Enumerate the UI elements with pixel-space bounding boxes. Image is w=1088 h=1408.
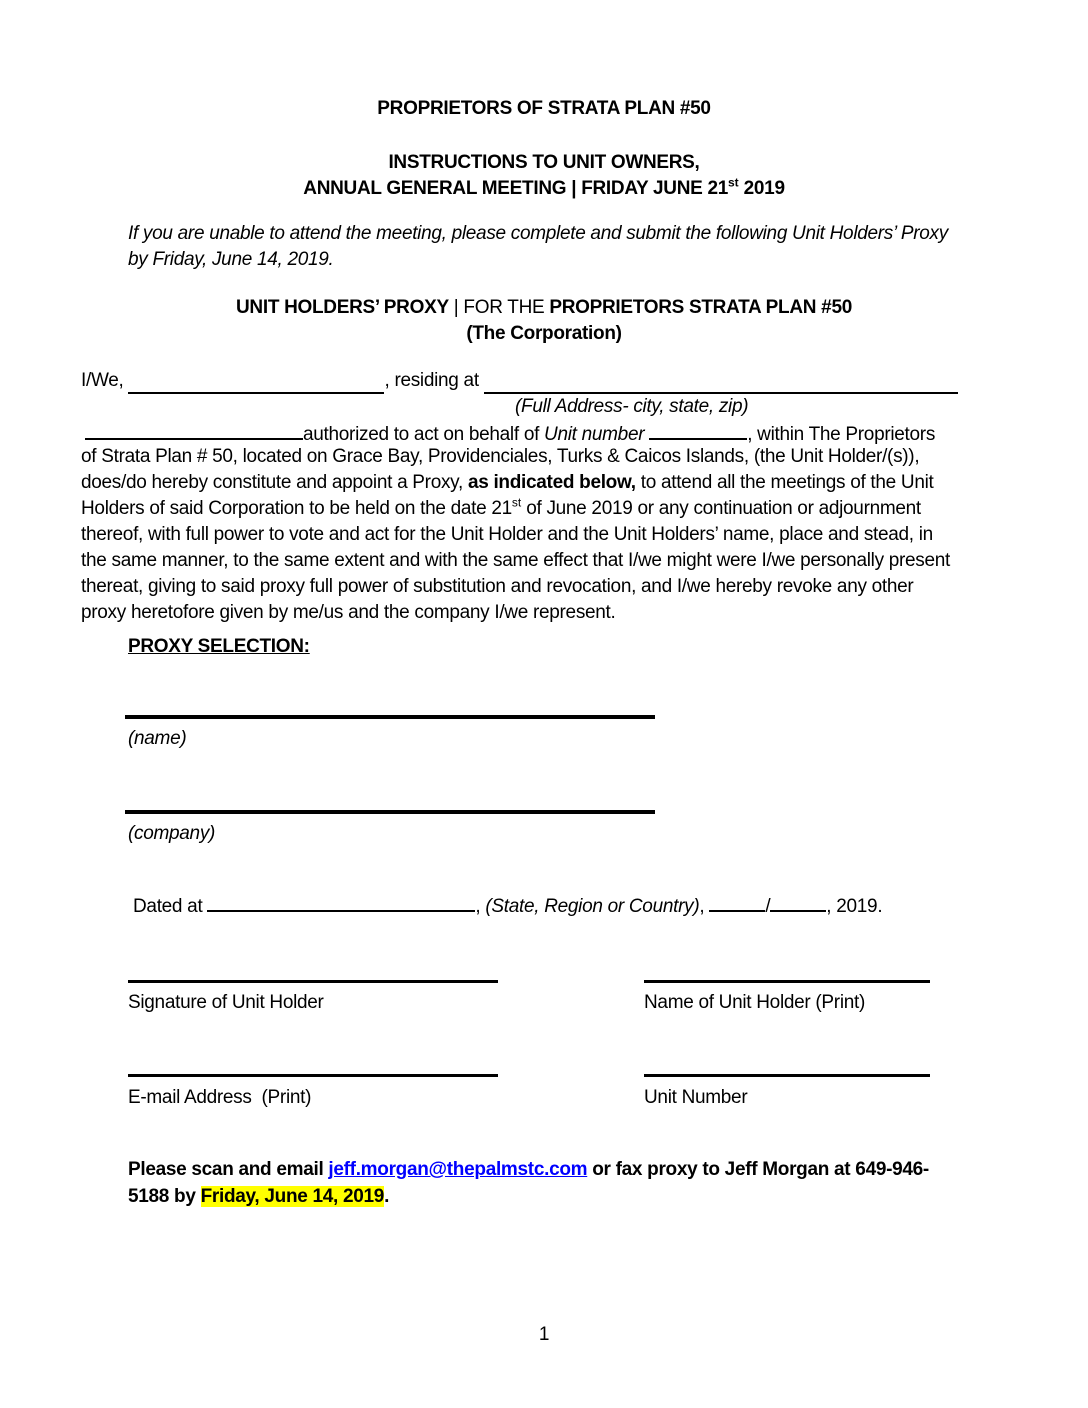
signature-rule-line (128, 980, 498, 983)
page-number: 1 (538, 1324, 550, 1345)
deadline-highlight: Friday, June 14, 2019 (200, 1186, 385, 1207)
proxy-company-hint: (company) (128, 823, 216, 844)
authorized-post-text: , within The Proprietors (747, 424, 936, 445)
submission-mid-text: or fax proxy to Jeff Morgan at 649-946-5188 by (128, 1159, 929, 1207)
email-link[interactable]: jeff.morgan@thepalmstc.com (328, 1159, 588, 1180)
proxy-name-hint: (name) (128, 728, 187, 749)
dated-year-text: , 2019. (826, 896, 883, 917)
proxy-title-separator: | (448, 297, 464, 318)
authorized-text: authorized to act on behalf of (303, 424, 545, 445)
email-rule-line (128, 1074, 498, 1077)
appointment-seg1: of Strata Plan # 50, located on Grace Bay, Providenciales, Turks & Caicos Islands, (the Unit Holder/(s)), does/do hereby constitute and appoint a Proxy, (81, 446, 925, 493)
submission-pre-text: Please scan and email (128, 1159, 329, 1180)
corporation-subtitle: (The Corporation) (466, 323, 622, 344)
dated-at-label: Dated at (133, 896, 208, 917)
unit-number-blank-field (649, 420, 747, 440)
instructions-heading: INSTRUCTIONS TO UNIT OWNERS, (388, 152, 700, 173)
agm-ordinal-superscript: st (728, 175, 739, 190)
document-title: PROPRIETORS OF STRATA PLAN #50 (377, 98, 711, 119)
iwe-label: I/We, (81, 370, 129, 391)
agm-heading (0, 176, 1088, 202)
agm-heading-text: ANNUAL GENERAL MEETING | FRIDAY JUNE 21 (303, 178, 728, 199)
month-blank-field (709, 892, 765, 912)
submission-post-text: . (384, 1186, 390, 1207)
appointment-seg2: to attend all the meetings of the Unit Holders of said Corporation to be held on the date 21 (81, 472, 939, 519)
proxy-title-part1: UNIT HOLDERS’ PROXY (236, 297, 449, 318)
email-address-label: E-mail Address (Print) (128, 1087, 312, 1108)
submission-note (128, 1156, 964, 1210)
dated-line (133, 892, 882, 920)
dated-comma1: , (475, 896, 486, 917)
full-address-hint: (Full Address- city, state, zip) (515, 396, 749, 417)
printed-name-label: Name of Unit Holder (Print) (644, 992, 866, 1013)
unit-number-label: Unit Number (644, 1087, 748, 1108)
proxy-holder-blank-field (85, 420, 303, 440)
proxy-name-line (125, 715, 655, 719)
appointment-bold-phrase: as indicated below, (467, 472, 636, 493)
dated-comma2: , (699, 896, 710, 917)
day-blank-field (770, 892, 826, 912)
iwe-line (81, 368, 958, 394)
appointment-paragraph (81, 444, 958, 626)
agm-heading-year: 2019 (738, 178, 785, 199)
intro-note: If you are unable to attend the meeting, please complete and submit the following Unit Holders’ Proxy by Friday, June 14, 2019. (128, 223, 953, 270)
holder-name-blank-field (128, 374, 384, 394)
dated-place-blank-field (207, 892, 475, 912)
date-slash: / (765, 896, 771, 917)
region-hint: (State, Region or Country) (485, 896, 700, 917)
date-ordinal-superscript: st (511, 495, 522, 510)
signature-label: Signature of Unit Holder (128, 992, 324, 1013)
proxy-title-part3: PROPRIETORS STRATA PLAN #50 (549, 297, 852, 318)
appointment-seg3: of June 2019 or any continuation or adjournment thereof, with full power to vote and act for the Unit Holder and the Unit Holders’ name, place and stead, in the same manner, to the same extent and with the same effect that I/we might were I/we personally present thereat, giving to said proxy full power of substitution and revocation, and I/we hereby revoke any other proxy heretofore given by me/us and the company I/we represent. (81, 498, 956, 623)
address-blank-field (484, 374, 958, 394)
proxy-title-part2: FOR THE (463, 297, 550, 318)
proxy-form-title (0, 295, 1088, 321)
proxy-selection-heading: PROXY SELECTION: (128, 636, 310, 657)
unit-number-rule-line (644, 1074, 930, 1077)
printed-name-rule-line (644, 980, 930, 983)
proxy-company-line (125, 810, 655, 814)
unit-number-label-inline: Unit number (544, 424, 650, 445)
residing-at-label: , residing at (384, 370, 484, 391)
